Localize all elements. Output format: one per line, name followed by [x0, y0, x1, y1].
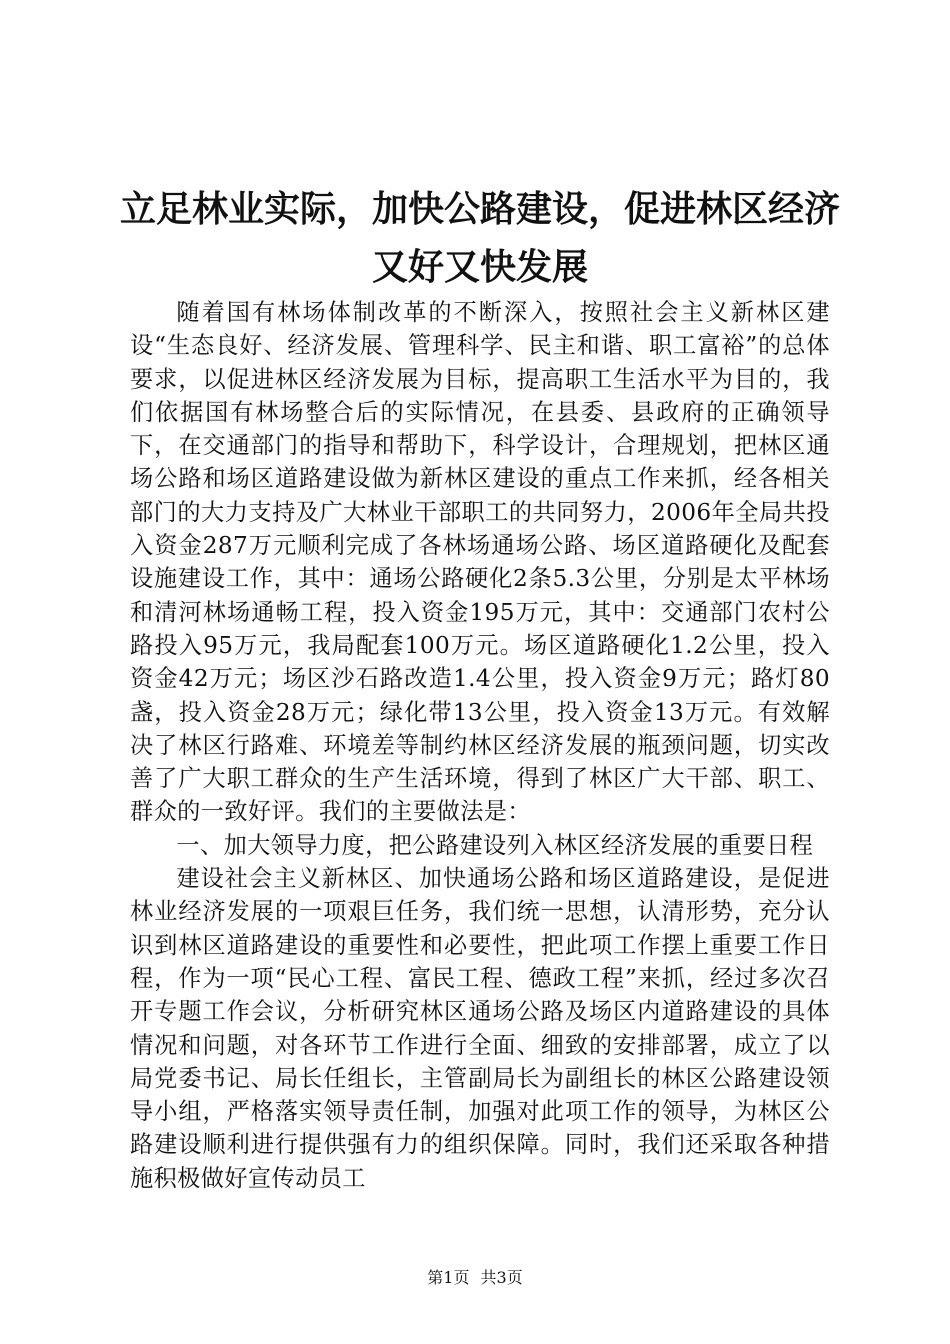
paragraph-intro: 随着国有林场体制改革的不断深入，按照社会主义新林区建设“生态良好、经济发展、管理科学、民主和谐、职工富裕”的总体要求，以促进林区经济发展为目标，提高职工生活水平为目的，我们依据国有林场整合后的实际情况，在县委、县政府的正确领导下，在交通部门的指导和帮助下，科学设计，合理规划，把林区通场公路和场区道路建设做为新林区建设的重点工作来抓，经各相关部门的大力支持及广大林业干部职工的共同努力，2006年全局共投入资金287万元顺利完成了各林场通场公路、场区道路硬化及配套设施建设工作，其中：通场公路硬化2条5.3公里，分别是太平林场和清河林场通畅工程，投入资金195万元，其中：交通部门农村公路投入95万元，我局配套100万元。场区道路硬化1.2公里，投入资金42万元；场区沙石路改造1.4公里，投入资金9万元；路灯80盏，投入资金28万元；绿化带13公里，投入资金13万元。有效解决了林区行路难、环境差等制约林区经济发展的瓶颈问题，切实改善了广大职工群众的生产生活环境，得到了林区广大干部、职工、群众的一致好评。我们的主要做法是：: [130, 299, 830, 826]
page-number-total: 共3页: [480, 1268, 523, 1287]
page-number-current: 第1页: [427, 1268, 470, 1287]
document-title-line-2: 又好又快发展: [371, 247, 588, 288]
page-footer: [0, 1268, 950, 1288]
document-body: [130, 296, 830, 1195]
section-heading-1: 一、加大领导力度，把公路建设列入林区经济发展的重要日程: [176, 831, 814, 859]
document-title-line-1: 立足林业实际，加快公路建设，促进林区经济: [119, 189, 840, 230]
paragraph-section-1: 建设社会主义新林区、加快通场公路和场区道路建设，是促进林业经济发展的一项艰巨任务，我们统一思想，认清形势，充分认识到林区道路建设的重要性和必要性，把此项工作摆上重要工作日程，作为一项“民心工程、富民工程、德政工程”来抓，经过多次召开专题工作会议，分析研究林区通场公路及场区内道路建设的具体情况和问题，对各环节工作进行全面、细致的安排部署，成立了以局党委书记、局长任组长，主管副局长为副组长的林区公路建设领导小组，严格落实领导责任制，加强对此项工作的领导，为林区公路建设顺利进行提供强有力的组织保障。同时，我们还采取各种措施积极做好宣传动员工: [130, 865, 830, 1192]
